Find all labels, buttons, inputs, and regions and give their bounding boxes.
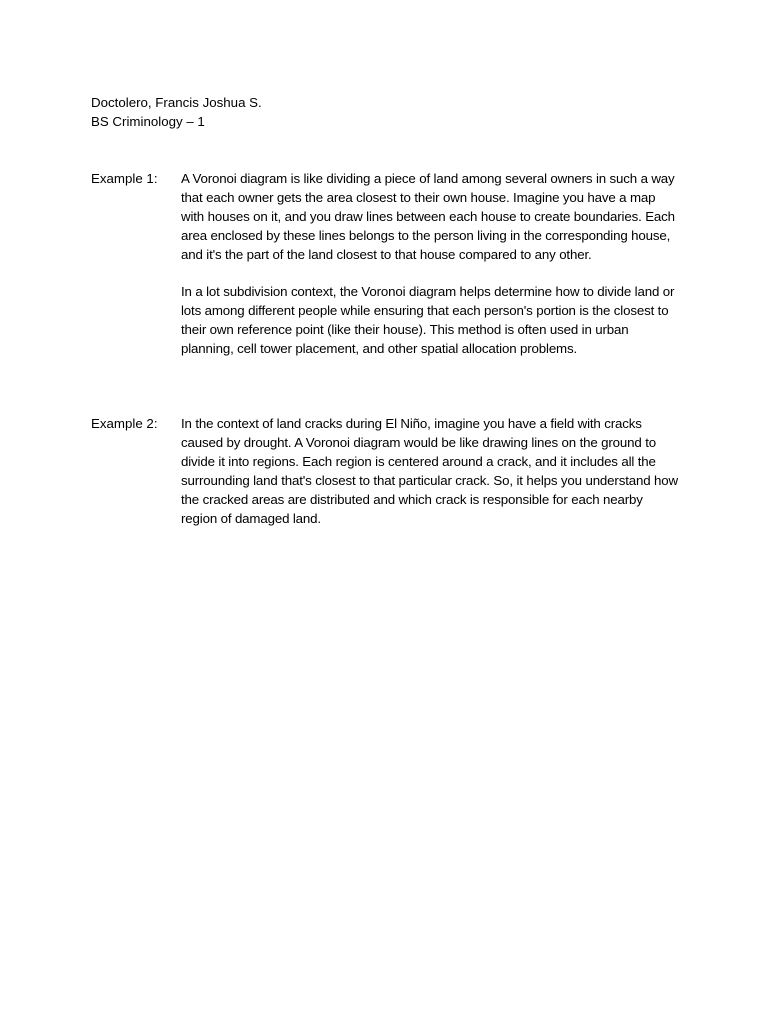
example-1-label: Example 1: (91, 171, 158, 186)
example-2-section (91, 414, 681, 528)
author-name: Doctolero, Francis Joshua S. (91, 95, 262, 110)
example-1-paragraph-2: In a lot subdivision context, the Voronoi diagram helps determine how to divide land or lots among different people while ensuring that each person's portion is the closest to their own reference point (like their house). This method is often used in urban planning, cell tower placement, and other spatial allocation problems. (181, 284, 675, 356)
course-label: BS Criminology – 1 (91, 114, 205, 129)
example-2-label: Example 2: (91, 416, 158, 431)
example-2-body (181, 414, 679, 528)
example-2-paragraph-1: In the context of land cracks during El Niño, imagine you have a field with cracks caused by drought. A Voronoi diagram would be like drawing lines on the ground to divide it into regions. Each region is centered around a crack, and it includes all the surrounding land that's closest to that particular crack. So, it helps you understand how the cracked areas are distributed and which crack is responsible for each nearby region of damaged land. (181, 416, 678, 526)
example-1-paragraph-1: A Voronoi diagram is like dividing a piece of land among several owners in such a way that each owner gets the area closest to their own house. Imagine you have a map with houses on it, and you draw lines between each house to create boundaries. Each area enclosed by these lines belongs to the person living in the corresponding house, and it's the part of the land closest to that house compared to any other. (181, 171, 675, 262)
author-header (91, 93, 262, 131)
example-1-section (91, 169, 681, 358)
example-1-body (181, 169, 679, 358)
